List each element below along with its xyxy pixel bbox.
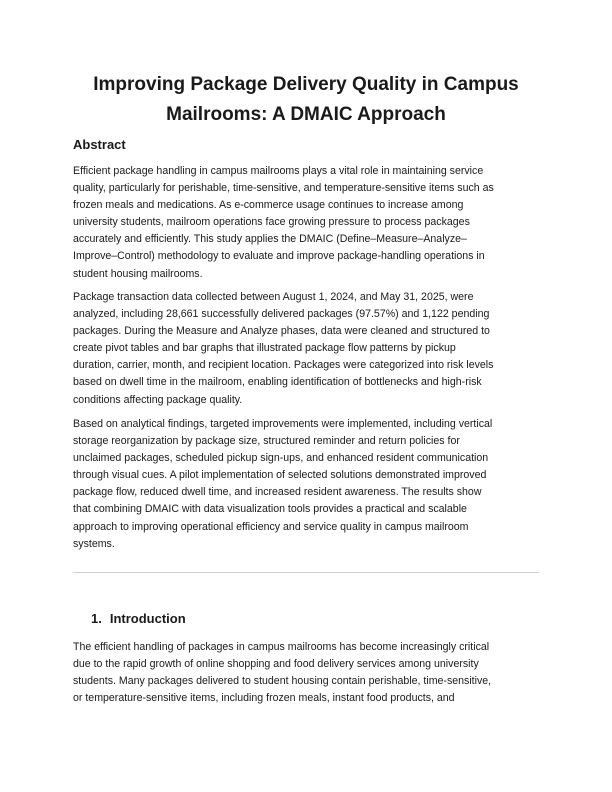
paper-title-line-2: Mailrooms: A DMAIC Approach [166,104,446,125]
text-line: student housing mailrooms. [73,267,203,280]
introduction-paragraph-1 [73,639,543,707]
text-line: conditions affecting package quality. [73,393,243,406]
paper-title-line-1: Improving Package Delivery Quality in Campus [93,74,519,95]
abstract-heading: Abstract [73,137,126,152]
section-divider [73,572,539,573]
abstract-paragraph-3 [73,416,543,553]
text-line: analyzed, including 28,661 successfully delivered packages (97.57%) and 1,122 pending [73,308,490,321]
text-line: Efficient package handling in campus mailrooms plays a vital role in maintaining service [73,165,484,177]
abstract-paragraph-2 [73,289,543,409]
text-line: through visual cues. A pilot implementation of selected solutions demonstrated improved [73,469,487,482]
text-line: accurately and efficiently. This study applies the DMAIC (Define–Measure–Analyze– [73,233,467,246]
text-line: Improve–Control) methodology to evaluate and improve package-handling operations in [73,250,485,263]
introduction-heading [91,611,186,626]
text-line: Based on analytical findings, targeted improvements were implemented, including vertical [73,418,493,430]
text-line: storage reorganization by package size, structured reminder and return policies for [73,435,460,448]
text-line: duration, carrier, month, and recipient location. Packages were categorized into risk levels [73,359,494,372]
paper-title [60,70,552,130]
text-line: or temperature-sensitive items, including frozen meals, instant food products, and [73,692,455,705]
section-number: 1. [91,611,102,626]
text-line: approach to improving operational efficiency and service quality in campus mailroom [73,520,469,533]
text-line: frozen meals and medications. As e-commerce usage continues to increase among [73,199,464,212]
text-line: quality, particularly for perishable, time-sensitive, and temperature-sensitive items such as [73,182,494,195]
text-line: students. Many packages delivered to student housing contain perishable, time-sensitive, [73,675,492,688]
text-line: The efficient handling of packages in campus mailrooms has become increasingly critical [73,641,490,653]
text-line: Package transaction data collected between August 1, 2024, and May 31, 2025, were [73,291,474,303]
section-title: Introduction [109,611,186,626]
text-line: systems. [73,537,115,550]
text-line: package flow, reduced dwell time, and increased resident awareness. The results show [73,486,482,499]
text-line: that combining DMAIC with data visualization tools provides a practical and scalable [73,503,467,516]
text-line: university students, mailroom operations face growing pressure to process packages [73,216,470,229]
text-line: based on dwell time in the mailroom, enabling identification of bottlenecks and high-risk [73,376,482,389]
text-line: create pivot tables and bar graphs that illustrated package flow patterns by pickup [73,342,456,355]
text-line: due to the rapid growth of online shopping and food delivery services among university [73,658,479,671]
text-line: unclaimed packages, scheduled pickup sign-ups, and enhanced resident communication [73,452,489,465]
text-line: packages. During the Measure and Analyze phases, data were cleaned and structured to [73,325,490,338]
abstract-paragraph-1 [73,163,543,283]
